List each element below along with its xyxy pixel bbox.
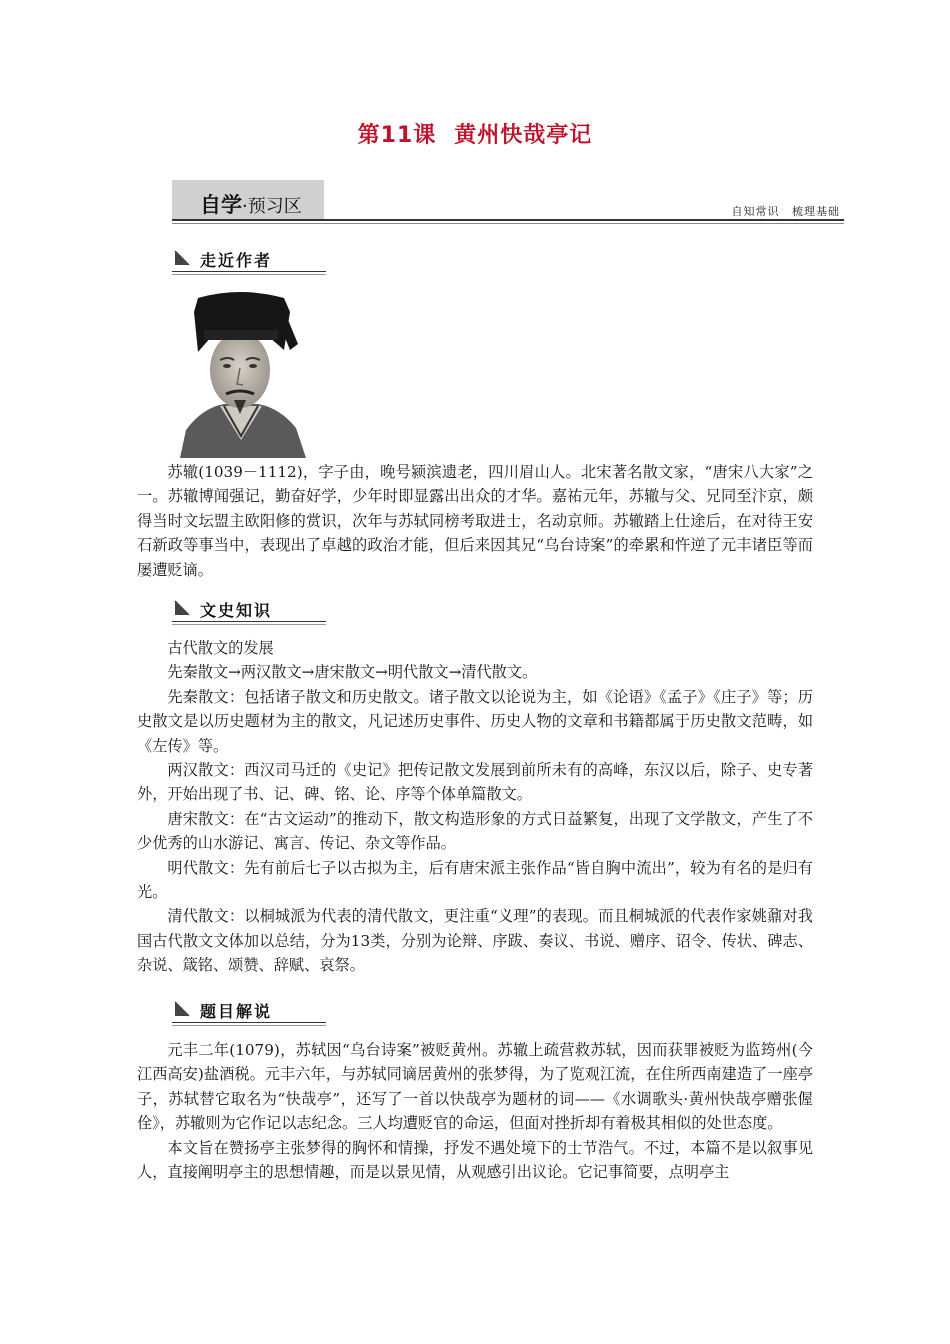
history-text — [137, 636, 813, 978]
paragraph: 明代散文：先有前后七子以古拟为主，后有唐宋派主张作品“皆自胸中流出”，较为有名的是归有光。 — [137, 858, 813, 902]
banner-label-sub: ·预习区 — [242, 196, 302, 217]
paragraph: 清代散文：以桐城派为代表的清代散文，更注重“义理”的表现。而且桐城派的代表作家姚鼐对我国古代散文文体加以总结，分为13类，分别为论辩、序跋、奏议、书说、赠序、诏令、传状、碑志、杂说、箴铭、颂赞、辞赋、哀祭。 — [137, 907, 813, 975]
banner-rule-thin — [172, 223, 844, 224]
paragraph: 元丰二年(1079)，苏轼因“乌台诗案”被贬黄州。苏辙上疏营救苏轼，因而获罪被贬为监筠州(今江西高安)盐酒税。元丰六年，与苏轼同谪居黄州的张梦得，为了览观江流，在住所西南建造了一座亭子，苏轼替它取名为“快哉亭”，还写了一首以快哉亭为题材的词——《水调歌头·黄州快哉亭赠张偓佺》，苏辙则为它作记以志纪念。三人均遭贬官的命运，但面对挫折却有着极其相似的处世态度。 — [137, 1041, 813, 1133]
section-heading-author: 走近作者 — [172, 246, 326, 274]
banner-label — [200, 189, 302, 219]
triangle-icon — [174, 250, 190, 266]
lesson-number: 第11课 — [357, 123, 437, 148]
lesson-name: 黄州快哉亭记 — [454, 123, 593, 148]
section-heading-title-explanation: 题目解说 — [172, 997, 326, 1025]
triangle-icon — [174, 1001, 190, 1017]
title-explanation-text — [137, 1038, 813, 1184]
page-title — [0, 118, 950, 149]
banner-rule — [172, 219, 844, 221]
paragraph: 唐宋散文：在“古文运动”的推动下，散文构造形象的方式日益繁复，出现了文学散文，产生了不少优秀的山水游记、寓言、传记、杂文等作品。 — [137, 809, 813, 853]
paragraph: 古代散文的发展 — [167, 639, 274, 657]
paragraph: 两汉散文：西汉司马迁的《史记》把传记散文发展到前所未有的高峰，东汉以后，除子、史专著外，开始出现了书、记、碑、铭、论、序等个体单篇散文。 — [137, 761, 813, 804]
paragraph: 先秦散文：包括诸子散文和历史散文。诸子散文以论说为主，如《论语》《孟子》《庄子》等；历史散文是以历史题材为主的散文，凡记述历史事件、历史人物的文章和书籍都属于历史散文范畴，如《左传》等。 — [137, 687, 813, 755]
portrait-su-zhe — [172, 290, 310, 458]
triangle-icon — [174, 600, 190, 616]
section-banner — [172, 180, 844, 222]
paragraph: 苏辙(1039－1112)，字子由，晚号颍滨遗老，四川眉山人。北宋著名散文家，“唐宋八大家”之一。苏辙博闻强记，勤奋好学，少年时即显露出出众的才华。嘉祐元年，苏辙与父、兄同至汴京，颇得当时文坛盟主欧阳修的赏识，次年与苏轼同榜考取进士，名动京师。苏辙踏上仕途后，在对待王安石新政等事当中，表现出了卓越的政治才能，但后来因其兄“乌台诗案”的牵累和忤逆了元丰诸臣等而屡遭贬谪。 — [137, 463, 813, 579]
paragraph: 本文旨在赞扬亭主张梦得的胸怀和情操，抒发不遇处境下的士节浩气。不过，本篇不是以叙事见人，直接阐明亭主的思想情趣，而是以景见情，从观感引出议论。它记事简要，点明亭主 — [137, 1138, 813, 1182]
author-text — [137, 460, 813, 582]
section-heading-history: 文史知识 — [172, 596, 326, 624]
paragraph: 先秦散文→两汉散文→唐宋散文→明代散文→清代散文。 — [167, 663, 538, 682]
banner-label-main: 自学 — [200, 193, 242, 217]
banner-subtitle: 自知常识 梳理基础 — [731, 205, 840, 218]
